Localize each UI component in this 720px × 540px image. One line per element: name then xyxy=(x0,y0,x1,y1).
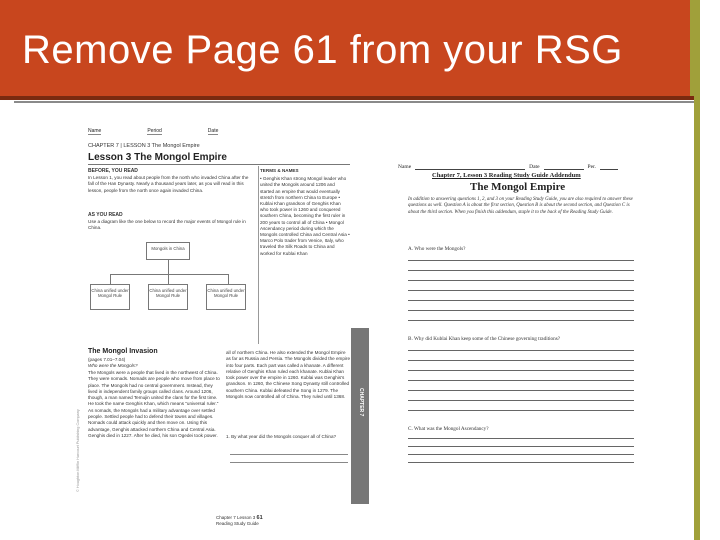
question-b: B. Why did Kublai Khan keep some of the Chinese governing traditions? xyxy=(408,336,561,342)
terms-divider xyxy=(258,166,259,344)
per-label: Per. xyxy=(587,164,596,170)
worksheet-header xyxy=(88,128,348,135)
diagram-connector xyxy=(228,274,229,284)
diagram-connector xyxy=(168,274,169,284)
question-c: C. What was the Mongol Ascendancy? xyxy=(408,426,489,432)
diagram-connector xyxy=(168,260,169,274)
slide-title: Remove Page 61 from your RSG xyxy=(22,28,623,72)
answer-line xyxy=(408,260,634,261)
addendum-instructions: In addition to answering questions 1, 2, and 3 on your Reading Study Guide, you are also required to answer these questions as well. Question A is about the first section, Question B is about the second section, and Question C is about the third section. When you finish this addendum, staple it to the back of the Reading Study Guide. xyxy=(408,197,633,215)
name-blank xyxy=(415,164,525,170)
name-label: Name xyxy=(398,164,412,170)
diagram-connector xyxy=(110,274,111,284)
answer-line xyxy=(408,350,634,351)
frame-corner-decoration xyxy=(660,0,694,96)
date-blank xyxy=(544,164,584,170)
mongols-diagram xyxy=(88,238,254,322)
invasion-pages: (pages 7.01–7.04) xyxy=(88,357,126,362)
answer-line xyxy=(408,400,634,401)
title-underline-dark xyxy=(0,96,694,100)
header-period: Period xyxy=(147,128,162,134)
frame-right-border xyxy=(694,0,700,540)
diagram-box-1: China unified under Mongol Rule xyxy=(90,284,130,310)
answer-line xyxy=(408,360,634,361)
answer-line xyxy=(408,454,634,455)
terms-and-names xyxy=(260,168,350,257)
header-date: Date xyxy=(207,128,219,134)
worksheet-page-61 xyxy=(76,112,364,540)
answer-line xyxy=(408,320,634,321)
before-heading: BEFORE, YOU READ xyxy=(88,168,138,174)
answer-line xyxy=(408,380,634,381)
divider xyxy=(88,164,350,165)
copyright-note: © Houghton Mifflin Harcourt Publishing Company xyxy=(76,409,80,492)
addendum-big-title: The Mongol Empire xyxy=(470,181,566,193)
date-label: Date xyxy=(529,164,540,170)
invasion-heading: The Mongol Invasion xyxy=(88,348,158,355)
as-you-read-heading: AS YOU READ xyxy=(88,212,123,218)
diagram-center-box: Mongols in China xyxy=(146,242,190,260)
answer-line xyxy=(408,270,634,271)
chapter-side-tab xyxy=(351,328,369,504)
chapter-line: CHAPTER 7 | LESSON 3 The Mongol Empire xyxy=(88,143,200,149)
footer-chapter: Chapter 7 Lesson 3 xyxy=(216,515,256,520)
as-you-read-text: Use a diagram like the one below to record the major events of Mongol rule in China. xyxy=(88,219,246,231)
answer-line xyxy=(408,438,634,439)
terms-text: • Genghis Khan strong Mongol leader who united the Mongols around 1206 and started an empire that would eventually stretch from northern China to Europe • Kublai Khan grandson of Genghis Khan who took power in 1260 and conquered southern China, becoming the first ruler in 200 years to control all of China • Mongol Ascendancy period during which the Mongols controlled China and Central Asia • Marco Polo trader from Venice, Italy, who traveled the Silk Roads to China and worked for Kublai Khan xyxy=(260,176,350,256)
terms-heading: TERMS & NAMES xyxy=(260,168,299,173)
answer-line xyxy=(230,454,348,455)
addendum-title: Chapter 7, Lesson 3 Reading Study Guide Addendum xyxy=(432,172,581,179)
column2-text: all of northern China. He also extended the Mongol Empire as far as Russia and Persia. The Mongols divided the empire into four parts. Each part was called a khanate. A different relative of Genghis Khan ruled each khanate. Kublai Khan took power over the empire in 1260. Kublai was Genghis's grandson. In 1260, the Chinese Song Dynasty still controlled southern China. Kublai defeated the Song in 1279. The Mongols now controlled all of China. They ruled until 1368. xyxy=(226,350,351,400)
question-a: A. Who were the Mongols? xyxy=(408,246,466,252)
answer-line xyxy=(408,370,634,371)
answer-line xyxy=(408,462,634,463)
invasion-question: Who were the Mongols? xyxy=(88,363,138,368)
question-1: 1. By what year did the Mongols conquer all of China? xyxy=(226,434,337,439)
answer-line xyxy=(408,410,634,411)
answer-line xyxy=(230,462,348,463)
addendum-page xyxy=(398,164,636,464)
addendum-name-line xyxy=(398,164,636,170)
answer-line xyxy=(408,310,634,311)
title-underline-gray xyxy=(14,101,694,103)
before-text: In Lesson 1, you read about people from the north who invaded China after the fall of the Han Dynasty. Nearly a thousand years later, as you will read in this lesson, people from the north once again invaded China. xyxy=(88,175,249,193)
answer-line xyxy=(408,300,634,301)
per-blank xyxy=(600,164,618,170)
invasion-text: The Mongols were a people that lived in the northwest of China. They were nomads. Nomads are people who move from place to place. The Mongols had no central government. Instead, they lived in independent family groups called clans. Around 1206, though, a man named Temujin united the clans for the first time. He took the name Genghis Khan, which means "universal ruler." As nomads, the Mongols had a military advantage over settled people. Settled people had to defend their towns and villages. Nomads could attack quickly and then move on. Using this advantage, Genghis attacked northern China and Central Asia. Genghis died in 1227. After he died, his son Ogedei took power. xyxy=(88,370,220,438)
footer-page-number: 61 xyxy=(256,515,263,521)
lesson-title: Lesson 3 The Mongol Empire xyxy=(88,152,227,163)
answer-line xyxy=(408,280,634,281)
header-name: Name xyxy=(88,128,102,134)
answer-line xyxy=(408,446,634,447)
diagram-box-3: China unified under Mongol Rule xyxy=(206,284,246,310)
answer-line xyxy=(408,290,634,291)
worksheet-footer xyxy=(216,515,263,526)
footer-sub: Reading Study Guide xyxy=(216,521,259,526)
side-tab-label: CHAPTER 7 xyxy=(358,388,364,417)
answer-line xyxy=(408,390,634,391)
diagram-box-2: China unified under Mongol Rule xyxy=(148,284,188,310)
diagram-connector xyxy=(110,274,228,275)
